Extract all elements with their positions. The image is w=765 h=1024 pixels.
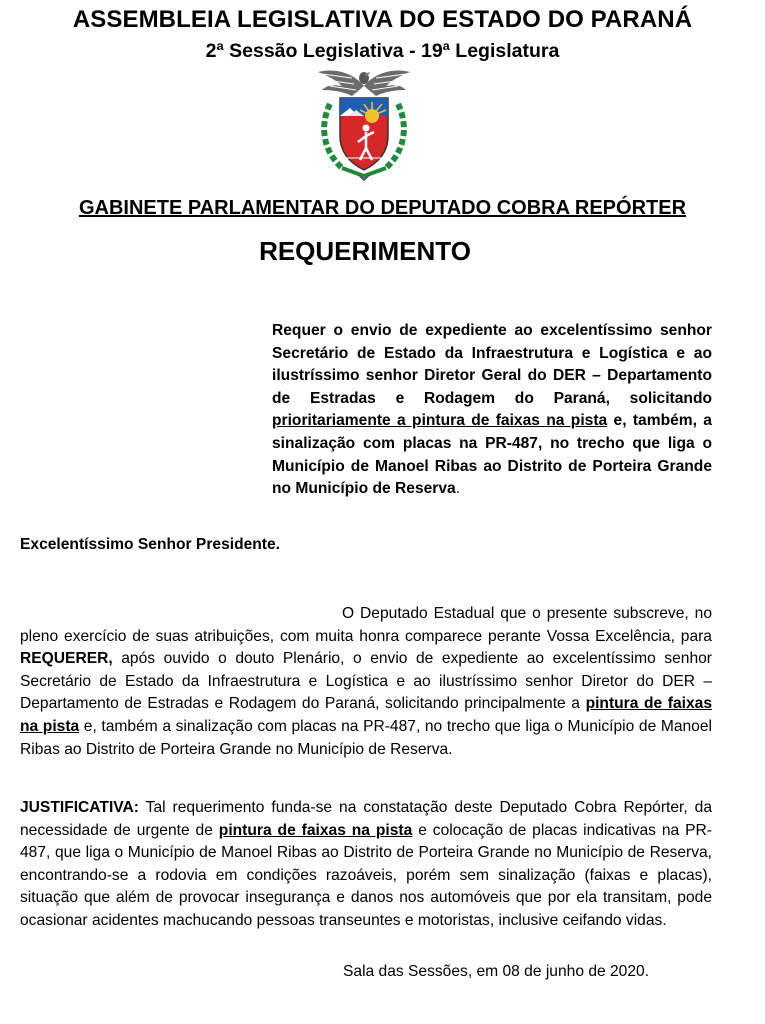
body-requerer: REQUERER, <box>20 650 113 668</box>
parana-coat-of-arms-icon <box>312 64 416 182</box>
summary-part1: Requer o envio de expediente ao excelentíssimo senhor Secretário de Estado da Infraestrutura e Logística e ao ilustríssimo senhor Diretor Geral do DER – Departamento de Estradas e Rodagem do Paraná, solicitando <box>272 322 712 407</box>
summary-part2: e, também, a sinalização com placas na PR-487, no trecho que liga o Município de Manoel Ribas ao Distrito de Porteira Grande no Município de Reserva <box>272 412 712 498</box>
justification-label: JUSTIFICATIVA: <box>20 799 139 816</box>
justification-part2: e colocação de placas indicativas na PR-487, que liga o Município de Manoel Ribas ao Distrito de Porteira Grande no Município de Reserva, encontrando-se a rodovia em condições razoáveis, porém sem sinalização (faixas e placas), situação que além de provocar insegurança e danos nos automóveis que por ela transitam, pode ocasionar acidentes machucando pessoas transeuntes e motoristas, inclusive ceifando vidas. <box>20 821 712 929</box>
body-underlined: pintura de faixas na pista <box>20 695 713 735</box>
justification-underlined: pintura de faixas na pista <box>218 821 413 839</box>
body-part2: após ouvido o douto Plenário, o envio de expediente ao excelentíssimo senhor Secretário de Estado da Infraestrutura e Logística e ao ilustríssimo senhor Diretor do DER – Departamento de Estradas e Rodagem do Paraná, solicitando principalmente a <box>20 650 712 713</box>
cabinet-title-text: GABINETE PARLAMENTAR DO DEPUTADO COBRA REPÓRTER <box>78 197 687 219</box>
document-type-title: REQUERIMENTO <box>259 236 471 266</box>
body-part3: e, também a sinalização com placas na PR-487, no trecho que liga o Município de Manoel Ribas ao Distrito de Porteira Grande no Município de Reserva. <box>20 717 712 758</box>
justification-part1: Tal requerimento funda-se na constatação deste Deputado Cobra Repórter, da necessidade de urgente de <box>20 799 712 839</box>
assembly-title: ASSEMBLEIA LEGISLATIVA DO ESTADO DO PARANÁ <box>72 6 693 33</box>
closing-date: Sala das Sessões, em 08 de junho de 2020. <box>343 963 650 980</box>
body-paragraph <box>20 603 712 761</box>
body-part1: O Deputado Estadual que o presente subscreve, no pleno exercício de suas atribuições, com muita honra comparece perante Vossa Excelência, para <box>20 605 712 645</box>
salutation: Excelentíssimo Senhor Presidente. <box>20 536 280 553</box>
justification-paragraph <box>20 797 712 933</box>
cabinet-title <box>0 197 765 220</box>
session-subtitle: 2ª Sessão Legislativa - 19ª Legislatura <box>205 40 560 62</box>
summary-underlined: prioritariamente a pintura de faixas na pista <box>272 412 608 430</box>
summary-end: . <box>455 480 461 498</box>
request-summary <box>272 320 712 501</box>
